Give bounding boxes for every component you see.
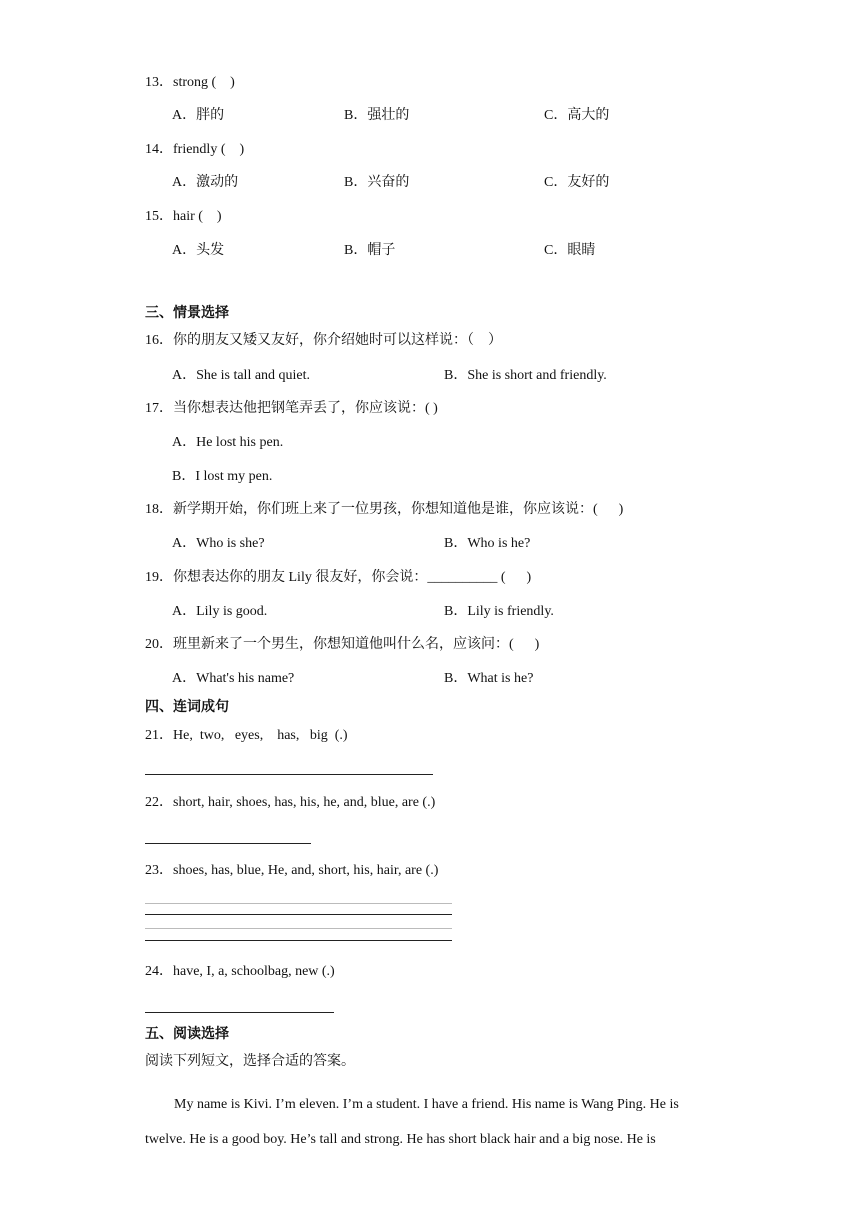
reading-instruction: 阅读下列短文，选择合适的答案。 (145, 1054, 355, 1069)
question-21-stem: 21．He, two, eyes, has, big (.) (145, 728, 348, 743)
section-5-title: 五、阅读选择 (145, 1026, 229, 1042)
question-22-stem: 22．short, hair, shoes, has, his, he, and, blue, are (.) (145, 795, 436, 810)
question-13-stem: 13．strong ( ) (145, 75, 235, 90)
q20-option-a: A．What's his name? (172, 671, 295, 686)
q14-option-b: B．兴奋的 (344, 175, 410, 190)
q13-option-b: B．强壮的 (344, 108, 410, 123)
q14-option-a: A．激动的 (172, 175, 239, 190)
question-20-stem: 20．班里新来了一个男生，你想知道他叫什么名，应该问：( ) (145, 637, 540, 652)
q23-guide-line (145, 903, 452, 904)
question-15-stem: 15．hair ( ) (145, 209, 222, 224)
question-14-stem: 14．friendly ( ) (145, 142, 245, 157)
question-18-stem: 18．新学期开始，你们班上来了一位男孩，你想知道他是谁，你应该说：( ) (145, 502, 624, 517)
question-19-stem: 19．你想表达你的朋友 Lily 很友好，你会说：__________ ( ) (145, 570, 532, 585)
question-23-stem: 23．shoes, has, blue, He, and, short, his, hair, are (.) (145, 863, 439, 878)
q23-guide-line (145, 928, 452, 929)
q16-option-a: A．She is tall and quiet. (172, 368, 311, 383)
q14-option-c: C．友好的 (544, 175, 610, 190)
q18-option-a: A．Who is she? (172, 536, 265, 551)
q15-option-a: A．头发 (172, 243, 225, 258)
q22-answer-line[interactable] (145, 843, 311, 844)
q23-answer-line[interactable] (145, 940, 452, 941)
q19-option-b: B．Lily is friendly. (444, 604, 554, 619)
q19-option-a: A．Lily is good. (172, 604, 268, 619)
q17-option-a: A．He lost his pen. (172, 435, 284, 450)
q17-option-b: B．I lost my pen. (172, 469, 273, 484)
question-24-stem: 24．have, I, a, schoolbag, new (.) (145, 964, 335, 979)
q20-option-b: B．What is he? (444, 671, 534, 686)
q13-option-c: C．高大的 (544, 108, 610, 123)
question-17-stem: 17．当你想表达他把钢笔弄丢了，你应该说：( ) (145, 401, 438, 416)
q18-option-b: B．Who is he? (444, 536, 531, 551)
q16-option-b: B．She is short and friendly. (444, 368, 607, 383)
q15-option-c: C．眼睛 (544, 243, 596, 258)
reading-passage: My name is Kivi. I’m eleven. I’m a student. I have a friend. His name is Wang Ping. He is twelve. He is a good boy. He’s tall and strong. He has short black hair and a big nose. He is (145, 1097, 679, 1147)
section-4-title: 四、连词成句 (145, 699, 229, 715)
q13-option-a: A．胖的 (172, 108, 225, 123)
section-3-title: 三、情景选择 (145, 305, 229, 321)
question-16-stem: 16．你的朋友又矮又友好，你介绍她时可以这样说：（ ） (145, 333, 502, 348)
q15-option-b: B．帽子 (344, 243, 396, 258)
q23-answer-line[interactable] (145, 914, 452, 915)
q21-answer-line[interactable] (145, 774, 433, 775)
q24-answer-line[interactable] (145, 1012, 334, 1013)
